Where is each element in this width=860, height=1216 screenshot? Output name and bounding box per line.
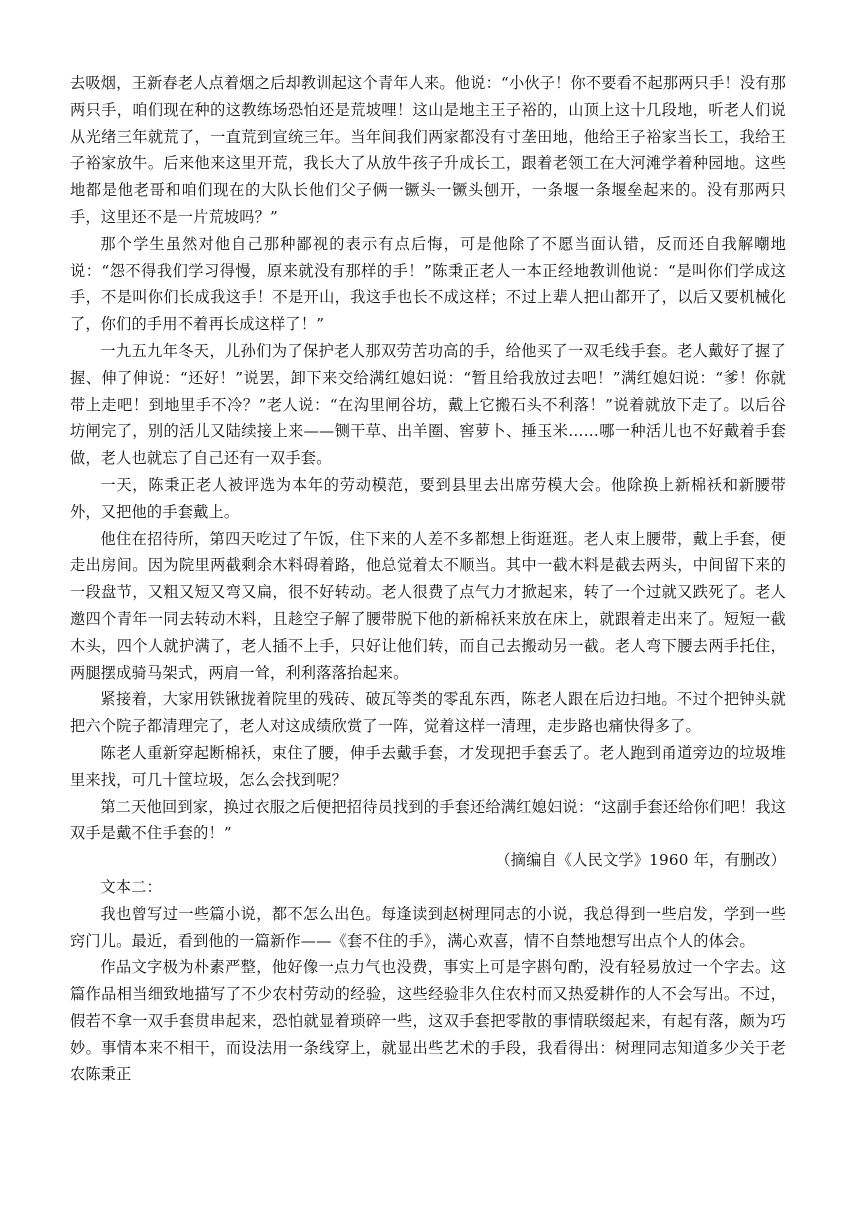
text2-paragraph-2: 作品文字极为朴素严整，他好像一点力气也没费，事实上可是字斟句酌，没有轻易放过一个字去。这篇作品相当细致地描写了不少农村劳动的经验，这些经验非久住农村而又热爱耕作的人不会写出。不过，假若不拿一双手套贯串起来，恐怕就显着琐碎一些，这双手套把零散的事情联缀起来，有起有落，颇为巧妙。事情本来不相干，而设法用一条线穿上，就显出些艺术的手段，我看得出：树理同志知道多少关于老农陈秉正	[70, 958, 786, 1084]
source-citation: （摘编自《人民文学》1960 年，有删改）	[495, 851, 786, 870]
text2-label: 文本二：	[100, 877, 162, 896]
text1-paragraph-3: 一九五九年冬天，儿孙们为了保护老人那双劳苦功高的手，给他买了一双毛线手套。老人戴好了握了握、伸了伸说：“还好！”说罢，卸下来交给满红媳妇说：“暂且给我放过去吧！”满红媳妇说：“爹！你就带上走吧！到地里手不冷？”老人说：“在沟里闸谷坊，戴上它搬石头不利落！”说着就放下走了。以后谷坊闸完了，别的活儿又陆续接上来——铡干草、出羊圈、窖萝卜、捶玉米……哪一种活儿也不好戴着手套做，老人也就忘了自己还有一双手套。	[70, 341, 786, 468]
text1-paragraph-7: 陈老人重新穿起断棉袄，束住了腰，伸手去戴手套，才发现把手套丢了。老人跑到甬道旁边的垃圾堆里来找，可几十筐垃圾，怎么会找到呢？	[70, 743, 786, 789]
text1-paragraph-6: 紧接着，大家用铁锹拢着院里的残砖、破瓦等类的零乱东西，陈老人跟在后边扫地。不过个把钟头就把六个院子都清理完了，老人对这成绩欣赏了一阵，觉着这样一清理，走步路也痛快得多了。	[70, 690, 786, 736]
text2-paragraph-1: 我也曾写过一些篇小说，都不怎么出色。每逢读到赵树理同志的小说，我总得到一些启发，学到一些窍门儿。最近，看到他的一篇新作——《套不住的手》，满心欢喜，情不自禁地想写出点个人的体会。	[70, 904, 786, 950]
text1-section	[70, 70, 786, 874]
text2-section	[70, 874, 786, 1088]
text1-paragraph-2: 那个学生虽然对他自己那种鄙视的表示有点后悔，可是他除了不愿当面认错，反而还自我解嘲地说：“怨不得我们学习得慢，原来就没有那样的手！”陈秉正老人一本正经地教训他说：“是叫你们学成这手，不是叫你们长成我这手！不是开山，我这手也长不成这样；不过上辈人把山都开了，以后又要机械化了，你们的手用不着再长成这样了！”	[70, 234, 786, 334]
text1-paragraph-5: 他住在招待所，第四天吃过了午饭，住下来的人差不多都想上街逛逛。老人束上腰带，戴上手套，便走出房间。因为院里两截剩余木料碍着路，他总觉着太不顺当。其中一截木料是截去两头，中间留下来的一段盘节，又粗又短又弯又扁，很不好转动。老人很费了点气力才掀起来，转了一个过就又跌死了。老人邀四个青年一同去转动木料，且趁空子解了腰带脱下他的新棉袄来放在床上，就跟着走出来了。短短一截木头，四个人就护满了，老人插不上手，只好让他们转，而自己去搬动另一截。老人弯下腰去两手托住，两腿摆成骑马架式，两肩一耸，利利落落抬起来。	[70, 529, 786, 682]
text1-paragraph-8: 第二天他回到家，换过衣服之后便把招待员找到的手套还给满红媳妇说：“这副手套还给你们吧！我这双手是戴不住手套的！”	[70, 797, 786, 843]
document-page	[70, 70, 786, 1088]
text1-paragraph-1: 去吸烟，王新春老人点着烟之后却教训起这个青年人来。他说：“小伙子！你不要看不起那两只手！没有那两只手，咱们现在种的这教练场恐怕还是荒坡哩！这山是地主王子裕的，山顶上这十几段地，听老人们说从光绪三年就荒了，一直荒到宣统三年。当年间我们两家都没有寸垄田地，他给王子裕家当长工，我给王子裕家放牛。后来他来这里开荒，我长大了从放牛孩子升成长工，跟着老领工在大河滩学着种园地。这些地都是他老哥和咱们现在的大队长他们父子俩一镢头一镢头刨开，一条堰一条堰垒起来的。没有那两只手，这里还不是一片荒坡吗？”	[70, 74, 786, 226]
text1-paragraph-4: 一天，陈秉正老人被评选为本年的劳动模范，要到县里去出席劳模大会。他除换上新棉袄和新腰带外，又把他的手套戴上。	[70, 475, 786, 521]
